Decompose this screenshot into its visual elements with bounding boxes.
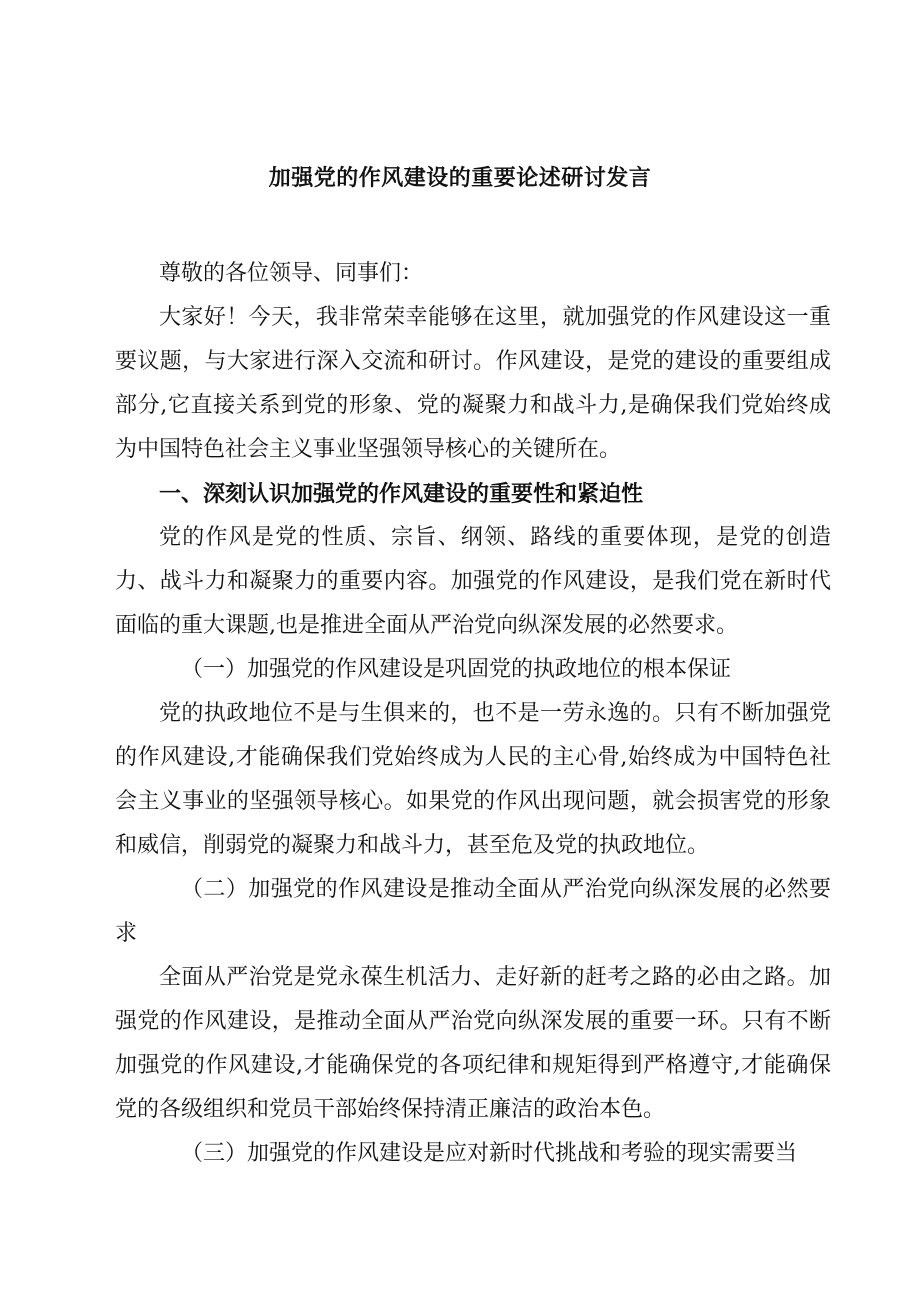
subsection-1-paragraph: 党的执政地位不是与生俱来的，也不是一劳永逸的。只有不断加强党的作风建设,才能确保我们党始终成为人民的主心骨,始终成为中国特色社会主义事业的坚强领导核心。如果党的作风出现问题，就会损害党的形象和威信，削弱党的凝聚力和战斗力，甚至危及党的执政地位。	[115, 701, 831, 858]
subsection-heading-2: （二）加强党的作风建设是推动全面从严治党向纵深发展的必然要求	[115, 877, 831, 946]
document-body	[115, 252, 831, 1176]
salutation-paragraph: 尊敬的各位领导、同事们：	[159, 261, 424, 286]
section-1-paragraph: 党的作风是党的性质、宗旨、纲领、路线的重要体现，是党的创造力、战斗力和凝聚力的重要内容。加强党的作风建设，是我们党在新时代面临的重大课题,也是推进全面从严治党向纵深发展的必然要求。	[115, 525, 831, 638]
subsection-2-paragraph: 全面从严治党是党永葆生机活力、走好新的赶考之路的必由之路。加强党的作风建设，是推动全面从严治党向纵深发展的重要一环。只有不断加强党的作风建设,才能确保党的各项纪律和规矩得到严格遵守,才能确保党的各级组织和党员干部始终保持清正廉洁的政治本色。	[115, 965, 831, 1122]
section-heading-1: 一、深刻认识加强党的作风建设的重要性和紧迫性	[159, 481, 644, 507]
subsection-heading-1: （一）加强党的作风建设是巩固党的执政地位的根本保证	[181, 657, 732, 682]
subsection-heading-3: （三）加强党的作风建设是应对新时代挑战和考验的现实需要当	[181, 1141, 798, 1166]
intro-paragraph: 大家好！今天，我非常荣幸能够在这里，就加强党的作风建设这一重要议题，与大家进行深入交流和研讨。作风建设，是党的建设的重要组成部分,它直接关系到党的形象、党的凝聚力和战斗力,是确保我们党始终成为中国特色社会主义事业坚强领导核心的关键所在。	[115, 305, 831, 462]
document-title: 加强党的作风建设的重要论述研讨发言	[268, 165, 652, 191]
